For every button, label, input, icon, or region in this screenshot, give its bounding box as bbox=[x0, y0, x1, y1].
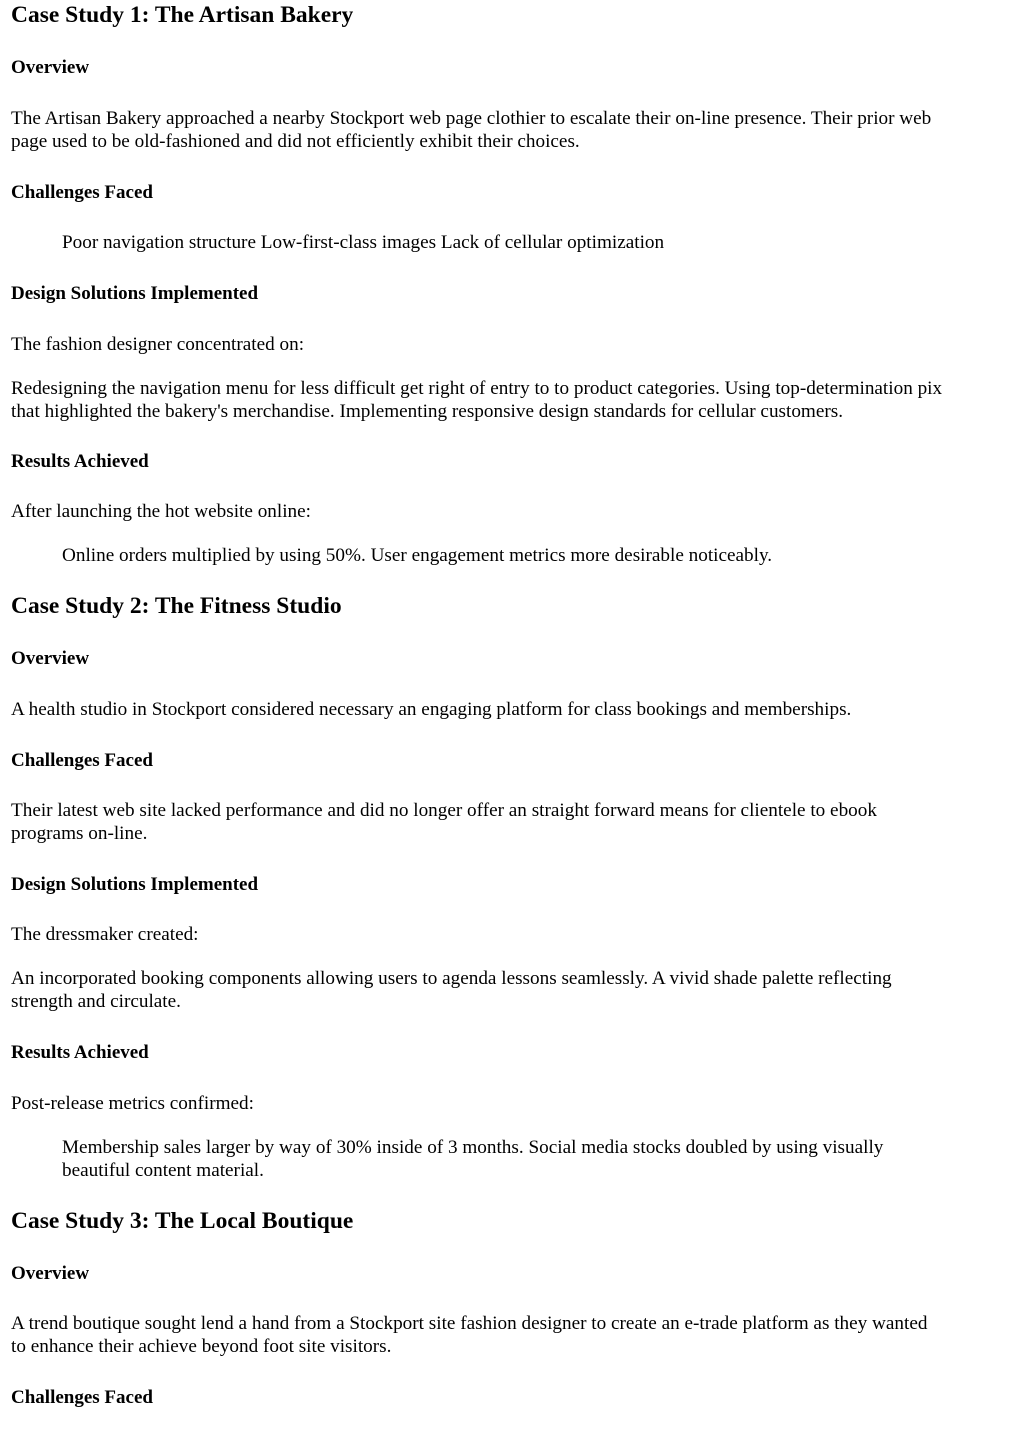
case-study-1-challenges-line-1: Poor navigation structure Low-first-class images Lack of cellular optimization bbox=[62, 232, 665, 253]
case-study-3-overview-line-2: to enhance their achieve beyond foot site visitors. bbox=[11, 1336, 392, 1357]
case-study-1-challenges-heading: Challenges Faced bbox=[11, 182, 153, 203]
case-study-2-challenges-line-1: Their latest web site lacked performance and did no longer offer an straight forward means for clientele to ebook bbox=[11, 800, 877, 821]
case-study-1-solutions-heading: Design Solutions Implemented bbox=[11, 283, 259, 304]
case-study-2-overview-line-1: A health studio in Stockport considered necessary an engaging platform for class bookings and memberships. bbox=[11, 699, 852, 720]
case-study-1-solutions-line-1: Redesigning the navigation menu for less difficult get right of entry to to product categories. Using top-determination pix bbox=[11, 378, 943, 399]
case-study-1-solutions-line-2: that highlighted the bakery's merchandise. Implementing responsive design standards for cellular customers. bbox=[11, 401, 844, 422]
case-study-3-overview-line-1: A trend boutique sought lend a hand from a Stockport site fashion designer to create an e-trade platform as they wanted bbox=[11, 1313, 928, 1334]
case-study-1-overview-line-1: The Artisan Bakery approached a nearby Stockport web page clothier to escalate their on-line presence. Their prior web bbox=[11, 108, 932, 129]
case-study-2-results-intro: Post-release metrics confirmed: bbox=[11, 1093, 254, 1114]
case-study-2-solutions-line-2: strength and circulate. bbox=[11, 991, 181, 1012]
case-study-1-title: Case Study 1: The Artisan Bakery bbox=[11, 2, 354, 28]
case-study-2-challenges-heading: Challenges Faced bbox=[11, 750, 153, 771]
case-study-1-results-line-1: Online orders multiplied by using 50%. User engagement metrics more desirable noticeably. bbox=[62, 545, 773, 566]
case-study-1-overview-line-2: page used to be old-fashioned and did not efficiently exhibit their choices. bbox=[11, 131, 580, 152]
case-study-2-solutions-line-1: An incorporated booking components allowing users to agenda lessons seamlessly. A vivid shade palette reflecting bbox=[11, 968, 892, 989]
case-study-1-results-heading: Results Achieved bbox=[11, 451, 149, 472]
case-study-1-results-intro: After launching the hot website online: bbox=[11, 501, 311, 522]
case-study-2-solutions-heading: Design Solutions Implemented bbox=[11, 874, 259, 895]
case-study-1-overview-heading: Overview bbox=[11, 57, 90, 78]
case-study-2-results-line-1: Membership sales larger by way of 30% inside of 3 months. Social media stocks doubled by using visually bbox=[62, 1137, 884, 1158]
case-study-3-overview-heading: Overview bbox=[11, 1263, 90, 1284]
case-study-1-solutions-intro: The fashion designer concentrated on: bbox=[11, 334, 305, 355]
case-study-2-results-line-2: beautiful content material. bbox=[62, 1160, 264, 1181]
case-study-2-title: Case Study 2: The Fitness Studio bbox=[11, 593, 342, 619]
case-study-2-challenges-line-2: programs on-line. bbox=[11, 823, 148, 844]
case-study-3-challenges-heading: Challenges Faced bbox=[11, 1387, 153, 1408]
case-study-2-results-heading: Results Achieved bbox=[11, 1042, 149, 1063]
case-study-2-overview-heading: Overview bbox=[11, 648, 90, 669]
case-study-3-title: Case Study 3: The Local Boutique bbox=[11, 1208, 354, 1234]
case-study-2-solutions-intro: The dressmaker created: bbox=[11, 924, 199, 945]
